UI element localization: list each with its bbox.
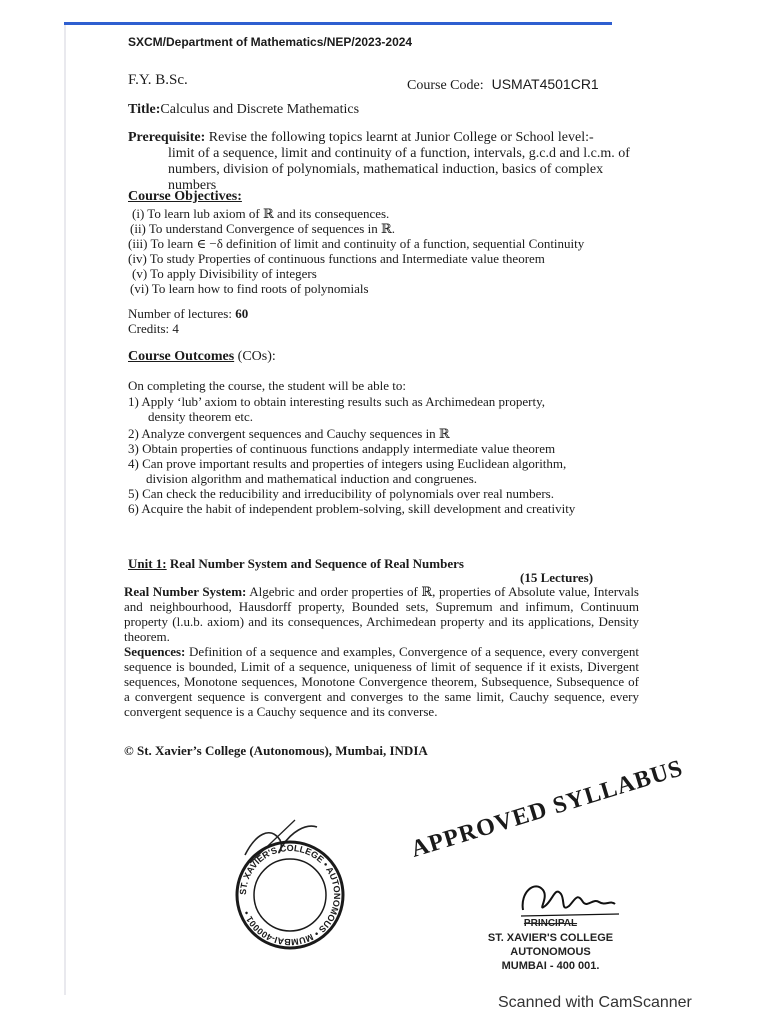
credits-value: 4 [172,321,179,336]
objectives-heading: Course Objectives: [128,189,242,204]
objective-item: (v) To apply Divisibility of integers [132,266,317,281]
unit1-heading [128,556,464,571]
rns-label: Real Number System: [124,584,247,599]
outcomes-intro: On completing the course, the student will be able to: [128,378,406,393]
principal-signature [515,872,625,922]
seal-outer-ring [237,842,343,948]
lectures-value: 60 [235,306,249,321]
college-name: ST. XAVIER'S COLLEGE [487,932,614,944]
course-title [128,102,359,118]
lectures-block [128,306,248,336]
outcome-item: 4) Can prove important results and properties of integers using Euclidean algorithm, [128,456,567,471]
unit1-lectures: (15 Lectures) [520,570,594,585]
program-name: F.Y. B.Sc. [128,72,188,88]
scan-top-rule [64,22,612,25]
scan-left-edge [64,25,66,995]
objective-item: (vi) To learn how to find roots of polynomials [130,281,369,296]
rns-text: Algebric and order properties of ℝ, properties of Absolute value, Intervals and neighbourhood, Hausdorff property, Bounded sets, Supremum and infimum, Continuum property (l.u.b. axiom) and its consequences, Archimedean property and its applications, Density theorem. [124,584,639,644]
prerequisite-intro: Revise the following topics learnt at Junior College or School level:- [208,130,594,145]
lectures-label: Number of lectures: [128,306,232,321]
autonomous-label: AUTONOMOUS [510,946,591,958]
unit1-body [124,584,639,719]
outcome-item: 5) Can check the reducibility and irreducibility of polynomials over real numbers. [128,486,554,501]
approved-syllabus-stamp: APPROVED SYLLABUS [408,755,687,863]
outcome-item: division algorithm and mathematical induction and congruenes. [146,471,478,486]
outcome-item: density theorem etc. [148,409,254,424]
outcome-item: 6) Acquire the habit of independent problem-solving, skill development and creativity [128,501,576,516]
prerequisite-line: limit of a sequence, limit and continuity of a function, intervals, g.c.d and l.c.m. of [168,146,630,161]
college-seal-stamp [225,815,355,955]
seal-text: ST. XAVIER'S COLLEGE • AUTONOMOUS • MUMBAI-400001 • [237,842,343,948]
outcome-item: 2) Analyze convergent sequences and Cauchy sequences in ℝ [128,426,450,441]
sequences-text: Definition of a sequence and examples, Convergence of a sequence, every convergent sequence is bounded, Limit of a sequence, uniqueness of limit of sequence if it exists, Divergent sequences, Monotone sequences, Monotone Convergence theorem, Subsequence, Subsequence of a convergent sequence is convergent and converges to the same limit, Cauchy sequence, every convergent sequence is a Cauchy sequence and its converse. [124,644,640,719]
course-title-label: Title: [128,102,161,117]
principal-title: PRINCIPAL [523,918,578,929]
outcomes-heading-rest: (COs): [237,349,276,364]
objective-item: (iii) To learn ∈ −δ definition of limit and continuity of a function, sequential Continuity [128,236,585,251]
outcome-item: 1) Apply ‘lub’ axiom to obtain interesting results such as Archimedean property, [128,394,545,409]
seal-inner-ring [254,859,326,931]
objective-item: (ii) To understand Convergence of sequences in ℝ. [130,221,396,236]
course-code-value: USMAT4501CR1 [491,76,599,92]
course-title-value: Calculus and Discrete Mathematics [160,102,360,117]
camscanner-watermark: Scanned with CamScanner [498,994,692,1011]
document-header: SXCM/Department of Mathematics/NEP/2023-2024 [128,35,413,49]
real-number-system-paragraph [124,584,639,644]
course-code [407,76,599,94]
sequences-label: Sequences: [124,644,186,659]
prerequisite-section [128,130,648,194]
sequences-paragraph [124,644,639,719]
prerequisite-label: Prerequisite: [128,130,206,145]
outcomes-heading-bold: Course Outcomes [128,349,235,364]
outcome-item: 3) Obtain properties of continuous functions andapply intermediate value theorem [128,441,556,456]
credits-label: Credits: [128,321,170,336]
principal-block [483,917,618,973]
unit1-title: Real Number System and Sequence of Real Numbers [169,556,464,571]
unit1-label: Unit 1: [128,556,167,571]
prerequisite-line: numbers, division of polynomials, mathematical induction, basics of complex numbers [168,162,604,193]
outcomes-heading [128,349,276,365]
outcomes-list [128,378,598,516]
city-pin: MUMBAI - 400 001. [501,960,600,972]
course-code-label: Course Code: [407,78,484,93]
copyright: © St. Xavier’s College (Autonomous), Mumbai, INDIA [124,743,428,758]
objective-item: (iv) To study Properties of continuous functions and Intermediate value theorem [128,251,545,266]
objectives-section [128,189,628,296]
objective-item: (i) To learn lub axiom of ℝ and its consequences. [132,206,390,221]
